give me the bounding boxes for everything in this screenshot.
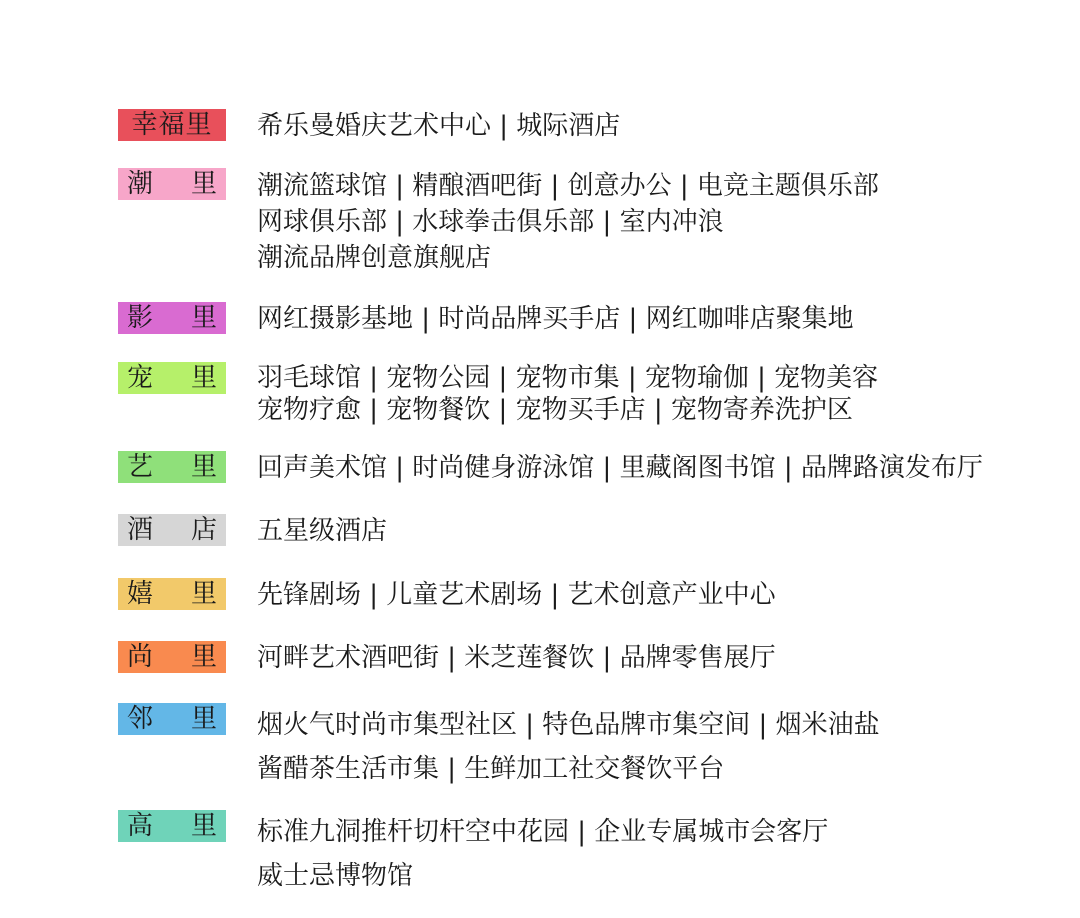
tag-char: 里 — [190, 811, 217, 841]
tag-char: 嬉 — [127, 579, 154, 609]
row-description — [257, 451, 1057, 485]
tag-chongli — [118, 362, 226, 394]
description-line: 网球俱乐部 | 水球拳击俱乐部 | 室内冲浪 — [257, 207, 724, 237]
tag-char: 里 — [190, 704, 217, 734]
tag-linli — [118, 703, 226, 735]
tag-char: 店 — [190, 515, 217, 545]
tag-xingfuli — [118, 109, 226, 141]
description-line: 河畔艺术酒吧街 | 米芝莲餐饮 | 品牌零售展厅 — [257, 643, 776, 673]
row-description — [257, 703, 1057, 791]
tag-char: 里 — [190, 303, 217, 333]
tag-char: 尚 — [127, 642, 154, 672]
description-line: 酱醋茶生活市集 | 生鲜加工社交餐饮平台 — [257, 754, 725, 784]
tag-char: 潮 — [127, 169, 154, 199]
tag-jiudian — [118, 514, 226, 546]
row-description — [257, 168, 1057, 276]
row-description — [257, 302, 1057, 336]
description-line: 希乐曼婚庆艺术中心 | 城际酒店 — [257, 111, 621, 141]
tag-gaoli — [118, 810, 226, 842]
row-description — [257, 641, 1057, 675]
tag-char: 宠 — [127, 363, 154, 393]
tag-char: 邻 — [127, 704, 154, 734]
tag-label: 幸福里 — [131, 110, 213, 140]
description-line: 威士忌博物馆 — [257, 861, 414, 891]
description-line: 宠物疗愈 | 宠物餐饮 | 宠物买手店 | 宠物寄养洗护区 — [257, 395, 853, 425]
row-description — [257, 362, 1057, 426]
tag-char: 里 — [190, 452, 217, 482]
tag-char: 高 — [127, 811, 154, 841]
tag-xili — [118, 578, 226, 610]
tag-yili — [118, 451, 226, 483]
row-description — [257, 514, 1057, 548]
description-line: 潮流品牌创意旗舰店 — [257, 243, 492, 273]
row-description — [257, 578, 1057, 612]
tag-char: 里 — [190, 363, 217, 393]
description-line: 网红摄影基地 | 时尚品牌买手店 | 网红咖啡店聚集地 — [257, 304, 854, 334]
tag-char: 里 — [190, 579, 217, 609]
row-description — [257, 810, 1057, 898]
tag-char: 里 — [190, 642, 217, 672]
description-line: 五星级酒店 — [257, 516, 388, 546]
description-line: 先锋剧场 | 儿童艺术剧场 | 艺术创意产业中心 — [257, 580, 776, 610]
tag-shangli — [118, 641, 226, 673]
description-line: 回声美术馆 | 时尚健身游泳馆 | 里藏阁图书馆 | 品牌路演发布厅 — [257, 453, 983, 483]
tag-yingli — [118, 302, 226, 334]
description-line: 标准九洞推杆切杆空中花园 | 企业专属城市会客厅 — [257, 817, 829, 847]
tag-char: 酒 — [127, 515, 154, 545]
description-line: 羽毛球馆 | 宠物公园 | 宠物市集 | 宠物瑜伽 | 宠物美容 — [257, 363, 879, 393]
tag-char: 影 — [127, 303, 154, 333]
tag-char: 里 — [190, 169, 217, 199]
tag-char: 艺 — [127, 452, 154, 482]
row-description — [257, 109, 1057, 143]
description-line: 潮流篮球馆 | 精酿酒吧街 | 创意办公 | 电竞主题俱乐部 — [257, 171, 879, 201]
tag-chaoli — [118, 168, 226, 200]
description-line: 烟火气时尚市集型社区 | 特色品牌市集空间 | 烟米油盐 — [257, 710, 880, 740]
